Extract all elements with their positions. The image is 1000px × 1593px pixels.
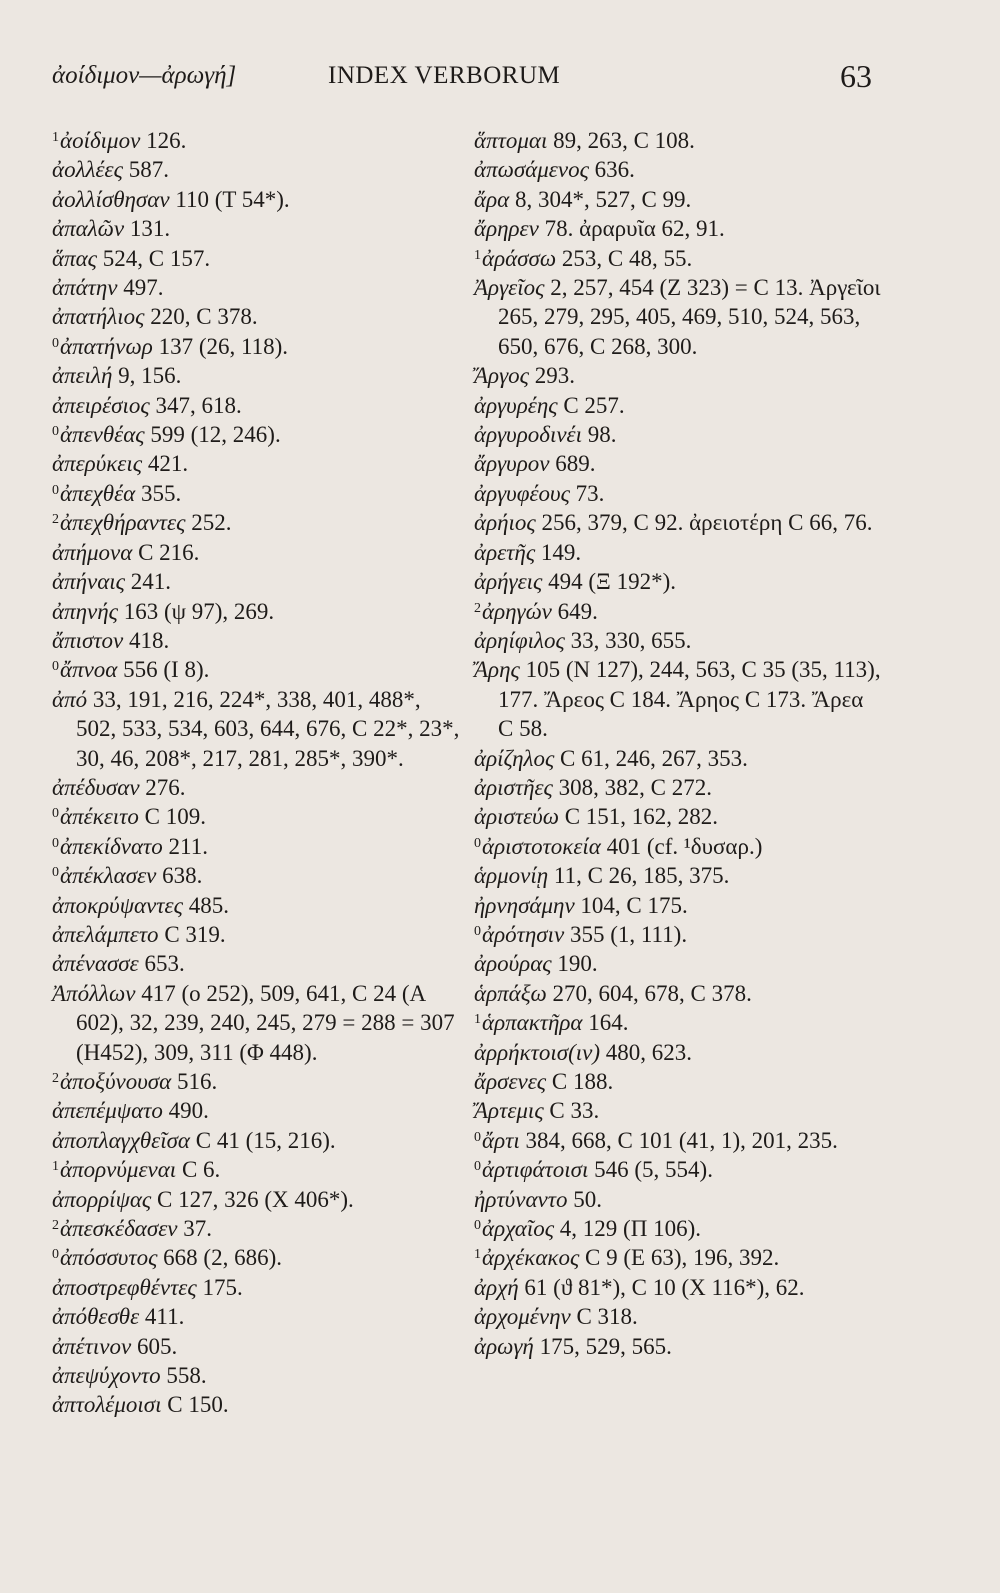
entry-references: C 150.	[167, 1392, 229, 1418]
entry-references: C 188.	[551, 1069, 614, 1094]
index-entry	[474, 1332, 882, 1361]
entry-references: C 151, 162, 282.	[564, 804, 719, 830]
entry-headword: ἄρσενες	[474, 1069, 547, 1094]
index-entry	[52, 920, 464, 949]
entry-headword: ἀοίδιμον	[60, 128, 141, 153]
entry-references: 149.	[540, 539, 582, 565]
index-entry	[474, 1185, 882, 1214]
index-entry	[52, 538, 464, 567]
entry-superscript: 1	[474, 1247, 481, 1263]
entry-references: C 6.	[181, 1157, 221, 1183]
entry-headword: ἀπατήλιος	[52, 304, 145, 330]
entry-superscript: 0	[474, 1218, 481, 1234]
index-entry	[52, 449, 464, 478]
entry-headword: ἀπενθέας	[60, 422, 145, 448]
entry-headword: ἀπεκίδνατο	[60, 833, 163, 859]
page-header	[52, 58, 872, 98]
entry-references: 494 (Ξ 192*).	[548, 569, 676, 595]
entry-references: 8, 304*, 527, C 99.	[514, 186, 692, 212]
index-entry	[474, 920, 882, 949]
entry-references: 401 (cf. ¹δυσαρ.)	[606, 833, 763, 859]
index-entry	[52, 126, 464, 155]
index-entry	[474, 979, 882, 1008]
index-entry	[474, 214, 882, 243]
entry-references: 293.	[534, 363, 575, 389]
entry-superscript: 0	[52, 659, 59, 675]
index-entry	[474, 567, 882, 596]
page-title: INDEX VERBORUM	[328, 62, 561, 89]
index-entry	[474, 273, 882, 361]
entry-superscript: 2	[474, 600, 481, 616]
entry-references: 384, 668, C 101 (41, 1), 201, 235.	[525, 1127, 838, 1153]
entry-headword: ἀπό	[52, 686, 88, 712]
entry-references: 131.	[129, 216, 171, 242]
entry-headword: ἀποξύνουσα	[60, 1069, 172, 1094]
index-entry	[474, 155, 882, 184]
entry-headword: ἀπήμονα	[52, 539, 133, 565]
entry-superscript: 0	[474, 1129, 481, 1145]
index-entry	[474, 655, 882, 743]
index-entry	[474, 244, 882, 273]
entry-headword: ἀπαλῶν	[52, 216, 125, 242]
entry-references: 33, 191, 216, 224*, 338, 401, 488*, 502, 533, 534, 603, 644, 676, C 22*, 23*, 30, 46, 208*, 217, 281, 285*, 390*.	[76, 686, 460, 771]
entry-references: 524, C 157.	[102, 245, 211, 271]
entry-references: 252.	[191, 510, 232, 536]
index-entry	[474, 1214, 882, 1243]
entry-headword: ἀρηγών	[482, 598, 552, 624]
entry-headword: ἀπεχθήραντες	[60, 510, 186, 536]
index-entry	[474, 891, 882, 920]
entry-headword: ἄρα	[474, 186, 510, 212]
entry-headword: ἀπέτινον	[52, 1333, 132, 1359]
entry-superscript: 0	[474, 923, 481, 939]
entry-headword: ἀρότησιν	[482, 921, 565, 947]
entry-headword: ἀπηνής	[52, 598, 118, 624]
index-entry	[474, 420, 882, 449]
entry-superscript: 2	[52, 1071, 59, 1086]
entry-headword: ἁρμονίῃ	[474, 863, 549, 889]
entry-references: C 257.	[563, 392, 625, 418]
entry-headword: ἀρίζηλος	[474, 745, 555, 771]
entry-references: 411.	[144, 1304, 185, 1330]
entry-references: 558.	[166, 1363, 207, 1389]
index-entry	[52, 626, 464, 655]
entry-references: 276.	[145, 774, 186, 800]
entry-headword: ἀπεσκέδασεν	[60, 1216, 178, 1242]
entry-references: 104, C 175.	[580, 892, 688, 918]
index-entry	[52, 1273, 464, 1302]
index-entry	[52, 1096, 464, 1125]
index-entry	[52, 1361, 464, 1390]
entry-references: 417 (o 252), 509, 641, C 24 (A 602), 32, 239, 240, 245, 279 = 288 = 307 (H452), 309, 311 (Φ 448).	[76, 980, 455, 1065]
index-entry	[474, 1302, 882, 1331]
entry-references: 638.	[162, 863, 203, 889]
index-entry	[474, 361, 882, 390]
entry-superscript: 0	[52, 335, 59, 351]
index-entry	[52, 597, 464, 626]
entry-headword: ἀπωσάμενος	[474, 157, 589, 183]
entry-headword: ἀπεπέμψατο	[52, 1098, 163, 1124]
index-entry	[52, 155, 464, 184]
index-entry	[474, 949, 882, 978]
index-entry	[52, 861, 464, 890]
entry-references: 163 (ψ 97), 269.	[123, 598, 275, 624]
entry-headword: ἀρωγή	[474, 1333, 534, 1359]
entry-headword: ἀριστοτοκεία	[482, 833, 601, 859]
entry-superscript: 0	[52, 835, 59, 851]
index-entry	[474, 449, 882, 478]
entry-headword: ἄπιστον	[52, 627, 124, 653]
entry-references: 105 (N 127), 244, 563, C 35 (35, 113), 177. Ἄρεος C 184. Ἄρηος C 173. Ἄρεα C 58.	[498, 657, 881, 742]
index-entry	[474, 744, 882, 773]
entry-references: C 9 (E 63), 196, 392.	[585, 1245, 780, 1271]
entry-references: 61 (ϑ 81*), C 10 (X 116*), 62.	[524, 1274, 805, 1300]
entry-references: 190.	[557, 951, 598, 977]
index-entry	[52, 391, 464, 420]
index-entry	[474, 1038, 882, 1067]
entry-references: 668 (2, 686).	[163, 1245, 282, 1271]
entry-headword: ἀργυφέους	[474, 480, 570, 506]
entry-references: 137 (26, 118).	[158, 333, 289, 359]
entry-headword: ἀπειλή	[52, 363, 113, 389]
index-entry	[52, 420, 464, 449]
entry-headword: ἀπόθεσθε	[52, 1304, 140, 1330]
entry-references: 418.	[129, 627, 170, 653]
page-number: 63	[840, 58, 872, 94]
entry-headword: ἀπελάμπετο	[52, 921, 159, 947]
entry-references: 355.	[140, 480, 182, 506]
entry-headword: ἀπεχθέα	[60, 480, 136, 506]
index-entry	[52, 1155, 464, 1184]
entry-headword: ἀρχαῖος	[482, 1216, 555, 1242]
entry-headword: ἠρτύναντο	[474, 1186, 568, 1212]
entry-superscript: 0	[52, 424, 59, 440]
entry-headword: ἀποστρεφθέντες	[52, 1274, 197, 1300]
entry-references: 347, 618.	[155, 392, 242, 418]
entry-superscript: 1	[474, 1012, 481, 1028]
entry-headword: ἀρετῆς	[474, 539, 536, 565]
entry-references: 211.	[168, 833, 208, 859]
index-entry	[52, 1214, 464, 1243]
entry-references: 110 (T 54*).	[175, 186, 290, 212]
entry-superscript: 0	[474, 1159, 481, 1175]
entry-headword: ἠρνησάμην	[474, 892, 575, 918]
entry-headword: Ἄργος	[474, 363, 529, 389]
index-entry	[474, 508, 882, 537]
entry-headword: ἀργυρέης	[474, 392, 558, 418]
entry-references: 653.	[144, 951, 185, 977]
entry-headword: ἀριστεύω	[474, 804, 559, 830]
entry-superscript: 1	[52, 130, 59, 145]
entry-headword: ἅπτομαι	[474, 128, 548, 153]
entry-superscript: 0	[474, 835, 481, 851]
entry-references: 270, 604, 678, C 378.	[552, 980, 752, 1006]
entry-headword: ἀρχέκακος	[482, 1245, 580, 1271]
entry-references: C 319.	[164, 921, 226, 947]
entry-headword: ἁρπάξω	[474, 980, 547, 1006]
entry-headword: ἀρχή	[474, 1274, 519, 1300]
entry-headword: ἀρηίφιλος	[474, 627, 565, 653]
entry-superscript: 2	[52, 1218, 59, 1234]
entry-headword: ἄπνοα	[60, 657, 118, 683]
entry-references: C 216.	[138, 539, 200, 565]
entry-references: 73.	[575, 480, 605, 506]
index-entry	[52, 979, 464, 1067]
index-entry	[474, 479, 882, 508]
index-entry	[474, 1126, 882, 1155]
entry-superscript: 0	[52, 806, 59, 822]
entry-references: 89, 263, C 108.	[553, 128, 695, 153]
index-entry	[474, 185, 882, 214]
entry-headword: ἀπάτην	[52, 275, 118, 301]
index-entry	[474, 802, 882, 831]
index-entry	[52, 949, 464, 978]
entry-headword: ἀρήγεις	[474, 569, 543, 595]
entry-headword: ἀπέδυσαν	[52, 774, 140, 800]
index-entry	[474, 1096, 882, 1125]
index-entry	[474, 597, 882, 626]
entry-headword: ἀποπλαγχθεῖσα	[52, 1127, 190, 1153]
entry-headword: ἄργυρον	[474, 451, 550, 477]
entry-headword: ἀπόσσυτος	[60, 1245, 158, 1271]
index-entry	[52, 891, 464, 920]
entry-references: C 318.	[576, 1304, 638, 1330]
index-entry	[474, 1008, 882, 1037]
entry-headword: ἀπήναις	[52, 569, 126, 595]
entry-headword: ἀρτιφάτοισι	[482, 1157, 589, 1183]
entry-references: 33, 330, 655.	[570, 627, 692, 653]
index-entry	[474, 626, 882, 655]
index-entry	[52, 302, 464, 331]
index-entry	[474, 1273, 882, 1302]
entry-references: 497.	[123, 275, 164, 301]
entry-references: 175.	[202, 1274, 243, 1300]
entry-headword: ἀπέκειτο	[60, 804, 139, 830]
entry-superscript: 2	[52, 512, 59, 528]
entry-headword: Ἀπόλλων	[52, 980, 136, 1006]
entry-headword: ἀπατήνωρ	[60, 333, 153, 359]
index-entry	[52, 567, 464, 596]
entry-references: 175, 529, 565.	[539, 1333, 672, 1359]
index-entry	[474, 773, 882, 802]
index-entry	[52, 773, 464, 802]
index-entry	[52, 273, 464, 302]
entry-headword: ἀρχομένην	[474, 1304, 571, 1330]
index-entry	[52, 685, 464, 773]
entry-headword: ἀπορρίψας	[52, 1186, 152, 1212]
entry-references: 253, C 48, 55.	[561, 245, 693, 271]
entry-headword: Ἄρης	[474, 657, 520, 683]
entry-headword: ἀπεψύχοντο	[52, 1363, 161, 1389]
entry-headword: ἄρτι	[482, 1127, 520, 1153]
entry-headword: ἀπειρέσιος	[52, 392, 150, 418]
index-entry	[474, 1155, 882, 1184]
index-entry	[52, 1390, 464, 1419]
entry-references: 605.	[136, 1333, 178, 1359]
index-entry	[52, 332, 464, 361]
index-column-right	[474, 126, 882, 1361]
entry-headword: ἄρηρεν	[474, 216, 539, 242]
index-entry	[52, 1185, 464, 1214]
index-entry	[52, 214, 464, 243]
entry-references: 9, 156.	[118, 363, 182, 389]
entry-headword: ἀπτολέμοισι	[52, 1392, 162, 1418]
entry-references: 50.	[573, 1186, 602, 1212]
entry-references: C 33.	[549, 1098, 600, 1124]
index-entry	[474, 832, 882, 861]
entry-headword: ἀράσσω	[482, 245, 557, 271]
entry-references: 649.	[557, 598, 598, 624]
running-head: ἀοίδιμον—ἀρωγή]	[52, 62, 237, 89]
entry-headword: Ἀργεῖος	[474, 275, 545, 301]
entry-references: 164.	[588, 1010, 629, 1036]
entry-headword: ἀπερύκεις	[52, 451, 143, 477]
entry-references: C 127, 326 (X 406*).	[157, 1186, 354, 1212]
entry-headword: ἁρπακτῆρα	[482, 1010, 583, 1036]
index-entry	[474, 538, 882, 567]
index-column-left	[52, 126, 464, 1420]
index-entry	[52, 361, 464, 390]
entry-references: 689.	[555, 451, 596, 477]
index-entry	[52, 1332, 464, 1361]
entry-references: 421.	[147, 451, 189, 477]
entry-references: 599 (12, 246).	[150, 422, 281, 448]
entry-headword: ἀριστῆες	[474, 774, 553, 800]
entry-references: 220, C 378.	[150, 304, 258, 330]
index-entry	[474, 391, 882, 420]
entry-references: 480, 623.	[605, 1039, 692, 1065]
entry-references: 587.	[128, 157, 169, 183]
entry-headword: ἀρήιος	[474, 510, 536, 536]
entry-headword: ἀποκρύψαντες	[52, 892, 183, 918]
entry-references: 98.	[587, 422, 617, 448]
index-entry	[52, 508, 464, 537]
entry-superscript: 0	[52, 865, 59, 881]
entry-references: 636.	[594, 157, 635, 183]
entry-headword: ἀολλέες	[52, 157, 123, 183]
entry-references: C 61, 246, 267, 353.	[560, 745, 748, 771]
index-entry	[474, 1243, 882, 1272]
entry-references: 11, C 26, 185, 375.	[553, 863, 730, 889]
index-entry	[52, 1126, 464, 1155]
entry-headword: ἅπας	[52, 245, 98, 271]
index-entry	[52, 479, 464, 508]
index-entry	[52, 1243, 464, 1272]
entry-superscript: 0	[52, 482, 59, 498]
entry-references: 2, 257, 454 (Z 323) = C 13. Ἀργεῖοι 265, 279, 295, 405, 469, 510, 524, 563, 650, 676, C 268, 300.	[498, 275, 881, 359]
index-entry	[52, 655, 464, 684]
entry-references: 556 (I 8).	[123, 657, 210, 683]
entry-superscript: 1	[474, 247, 481, 263]
entry-references: 355 (1, 111).	[569, 921, 688, 947]
entry-superscript: 1	[52, 1159, 59, 1175]
entry-references: 37.	[183, 1216, 212, 1242]
index-entry	[474, 861, 882, 890]
entry-headword: ἀργυροδινέι	[474, 422, 583, 448]
entry-headword: ἀολλίσθησαν	[52, 186, 170, 212]
entry-headword: ἀπέκλασεν	[60, 863, 157, 889]
index-entry	[52, 1067, 464, 1096]
index-entry	[52, 802, 464, 831]
index-entry	[52, 1302, 464, 1331]
index-entry	[474, 1067, 882, 1096]
entry-references: 126.	[146, 128, 187, 153]
entry-headword: ἀρρήκτοισ(ιν)	[474, 1039, 600, 1065]
entry-superscript: 0	[52, 1247, 59, 1263]
entry-references: 485.	[188, 892, 229, 918]
entry-headword: ἀπένασσε	[52, 951, 139, 977]
entry-references: 516.	[176, 1069, 218, 1094]
entry-references: C 41 (15, 216).	[195, 1127, 336, 1153]
index-entry	[52, 832, 464, 861]
entry-references: 308, 382, C 272.	[558, 774, 712, 800]
index-entry	[52, 185, 464, 214]
index-entry	[474, 126, 882, 155]
entry-references: 546 (5, 554).	[594, 1157, 713, 1183]
entry-references: C 109.	[144, 804, 206, 830]
entry-references: 256, 379, C 92. ἀρειοτέρη C 66, 76.	[541, 510, 873, 536]
entry-headword: Ἄρτεμις	[474, 1098, 544, 1124]
entry-references: 78. ἀραρυῖα 62, 91.	[544, 216, 725, 242]
entry-references: 4, 129 (Π 106).	[559, 1216, 701, 1242]
entry-references: 241.	[130, 569, 172, 595]
entry-headword: ἀπορνύμεναι	[60, 1157, 177, 1183]
entry-references: 490.	[168, 1098, 209, 1124]
entry-headword: ἀρούρας	[474, 951, 552, 977]
index-entry	[52, 244, 464, 273]
